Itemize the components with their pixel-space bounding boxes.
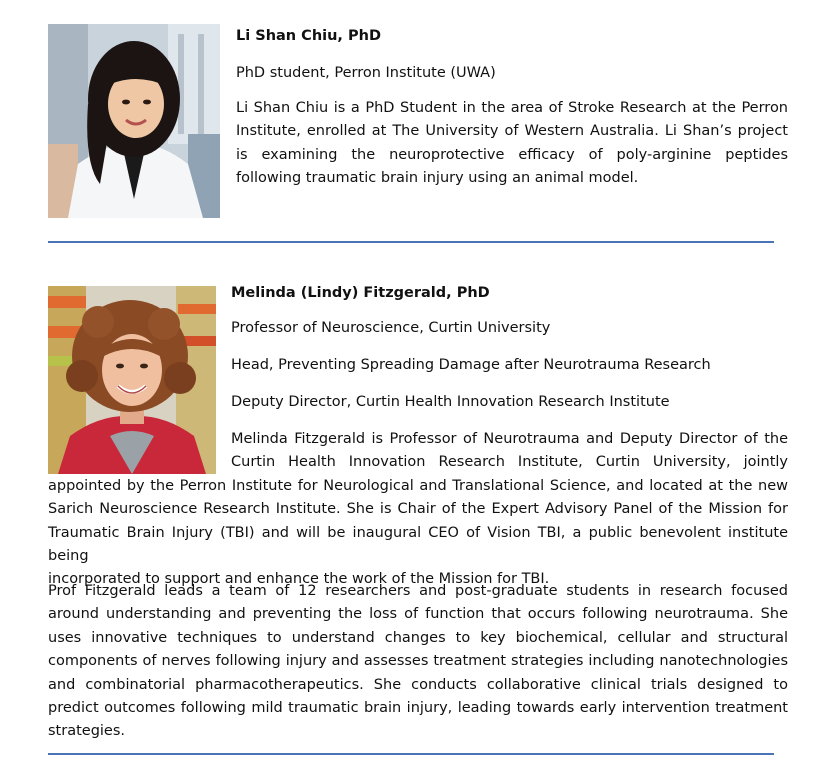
profile-bio	[48, 428, 788, 592]
profile-bio: Li Shan Chiu is a PhD Student in the area of Stroke Research at the Perron Institute, enrolled at The University of Western Australia. Li Shan’s project is examining the neuroprotective efficacy of poly-arginine peptides following traumatic brain injury using an animal model.	[236, 100, 788, 187]
bio-line: Sarich Neuroscience Research Institute. She is Chair of the Expert Advisory Panel of the Mission for	[48, 501, 788, 518]
bio-line: Melinda Fitzgerald is Professor of Neurotrauma and Deputy Director of the	[231, 431, 788, 447]
profile-role: Deputy Director, Curtin Health Innovation Research Institute	[231, 394, 670, 410]
profile-name: Melinda (Lindy) Fitzgerald, PhD	[231, 285, 490, 301]
profile-role: Head, Preventing Spreading Damage after Neurotrauma Research	[231, 357, 711, 373]
profile-bio-continued: Prof Fitzgerald leads a team of 12 researchers and post-graduate students in research focused around understanding and preventing the loss of function that occurs following neurotrauma. She uses innovative techniques to understand changes to key biochemical, cellular and structural components of nerves following injury and assesses treatment strategies including nanotechnologies and combinatorial pharmacotherapeutics. She conducts collaborative clinical trials designed to predict outcomes following mild traumatic brain injury, leading towards early intervention treatment strategies.	[48, 583, 788, 740]
section-divider	[48, 241, 774, 243]
profile-role: PhD student, Perron Institute (UWA)	[236, 65, 496, 81]
profile-name: Li Shan Chiu, PhD	[236, 28, 381, 44]
bio-line: Curtin Health Innovation Research Institute, Curtin University, jointly	[231, 454, 788, 471]
bio-line: incorporated to support and enhance the work of the Mission for TBI.	[48, 571, 550, 588]
portrait-photo-li-shan-chiu	[48, 24, 220, 218]
section-divider	[48, 753, 774, 755]
profile-role: Professor of Neuroscience, Curtin University	[231, 320, 551, 336]
bio-line: Traumatic Brain Injury (TBI) and will be inaugural CEO of Vision TBI, a public benevolent institute being	[48, 524, 788, 565]
bio-line: appointed by the Perron Institute for Neurological and Translational Science, and located at the new	[48, 477, 788, 494]
